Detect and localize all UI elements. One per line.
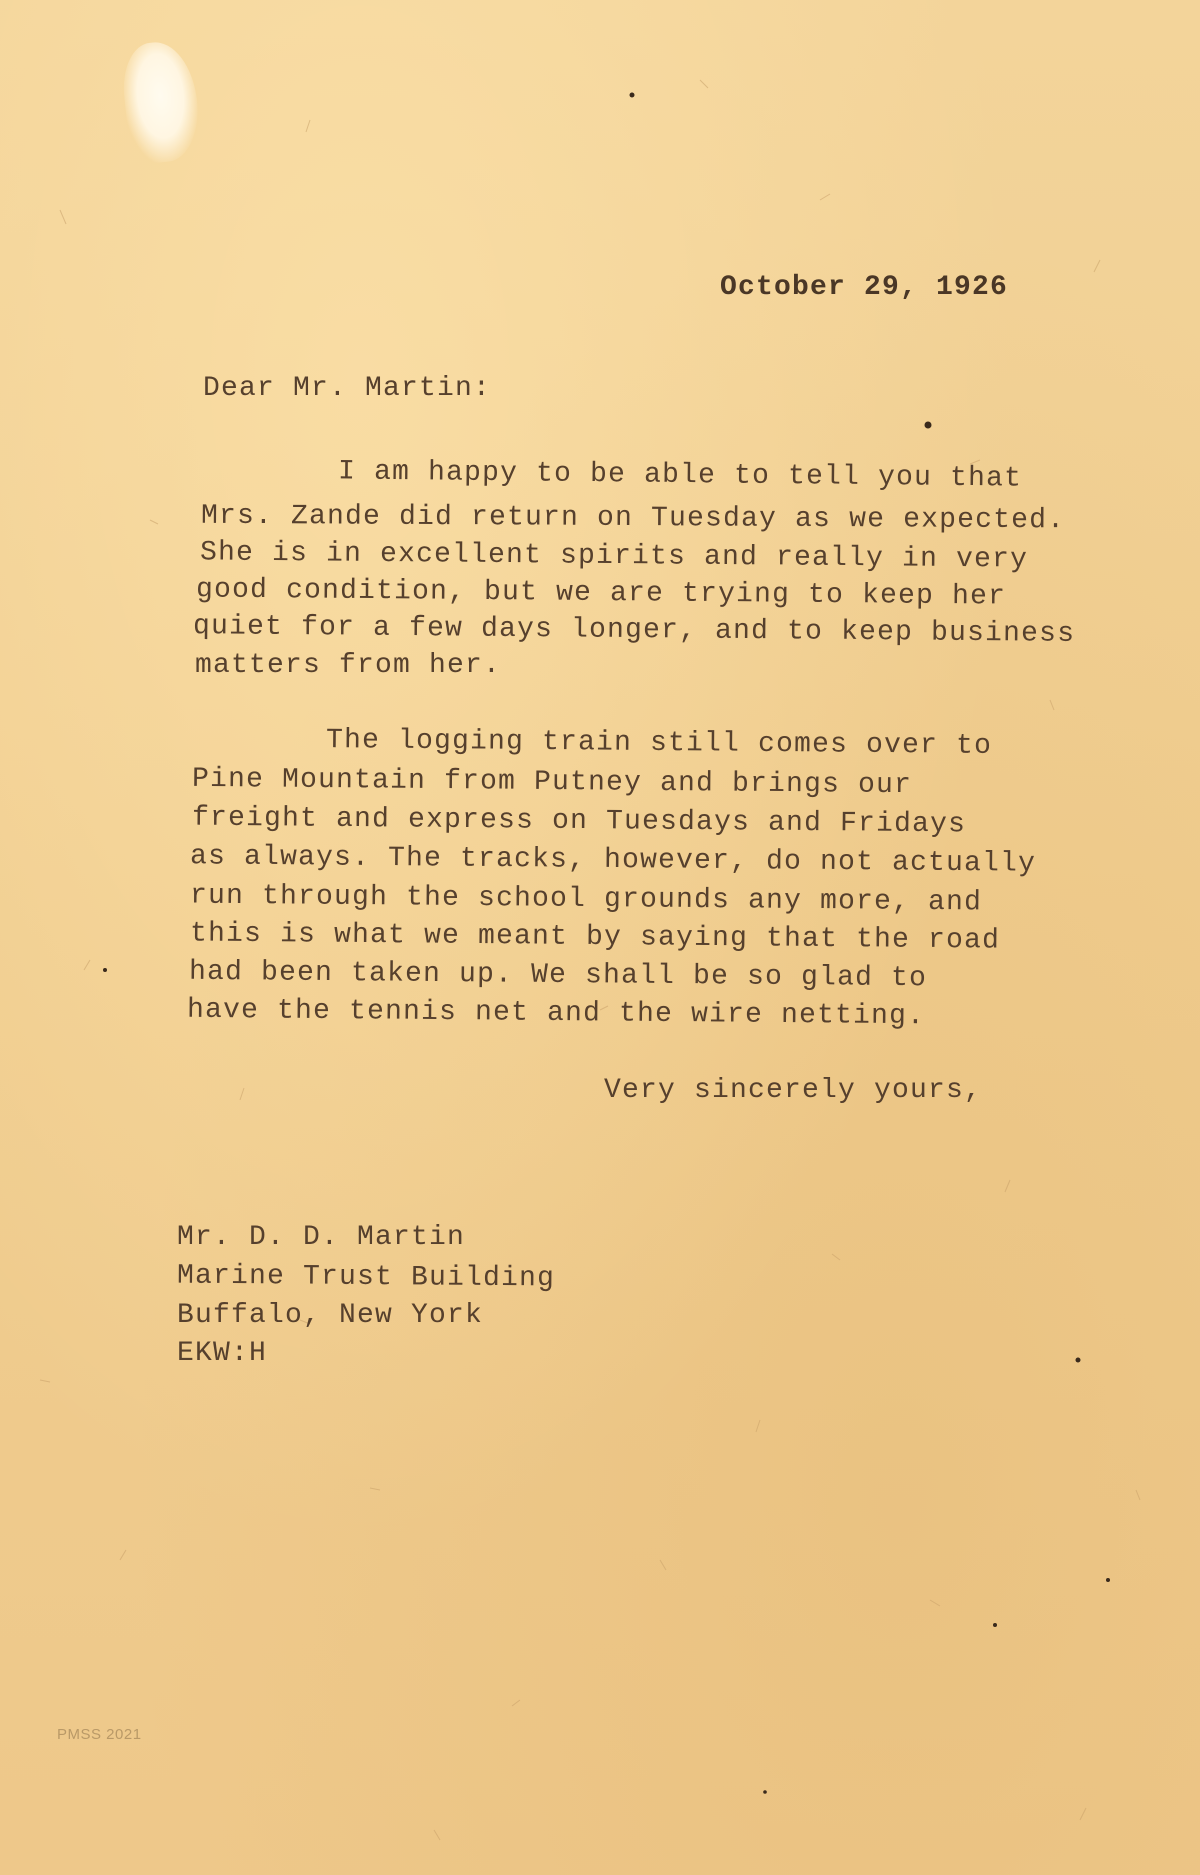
address-line: Buffalo, New York — [177, 1300, 484, 1331]
paragraph-line: matters from her. — [195, 650, 502, 681]
paragraph-line: I am happy to be able to tell you that — [337, 456, 1023, 495]
paragraph-line: this is what we meant by saying that the road — [189, 918, 1001, 957]
paragraph-line: as always. The tracks, however, do not actually — [189, 841, 1037, 880]
letter-salutation: Dear Mr. Martin: — [203, 373, 492, 404]
letter-closing: Very sincerely yours, — [604, 1075, 983, 1106]
paragraph-line: freight and express on Tuesdays and Fridays — [191, 802, 967, 841]
paragraph-line: quiet for a few days longer, and to keep business — [192, 611, 1076, 650]
address-line: Mr. D. D. Martin — [177, 1222, 466, 1253]
letter-date: October 29, 1926 — [720, 272, 1009, 303]
paragraph-line: Mrs. Zande did return on Tuesday as we expected. — [200, 500, 1066, 537]
paragraph-line: The logging train still comes over to — [325, 725, 993, 762]
paragraph-line: She is in excellent spirits and really in very — [199, 537, 1029, 576]
paragraph-line: Pine Mountain from Putney and brings our — [191, 763, 913, 802]
paragraph-line: had been taken up. We shall be so glad to — [188, 956, 928, 995]
address-line: Marine Trust Building — [176, 1260, 556, 1295]
paragraph-line: good condition, but we are trying to keep her — [195, 574, 1007, 613]
typist-initials: EKW:H — [177, 1338, 268, 1369]
paragraph-line: run through the school grounds any more, and — [189, 880, 983, 919]
archive-watermark: PMSS 2021 — [57, 1726, 142, 1743]
paragraph-line: have the tennis net and the wire netting. — [186, 994, 926, 1033]
